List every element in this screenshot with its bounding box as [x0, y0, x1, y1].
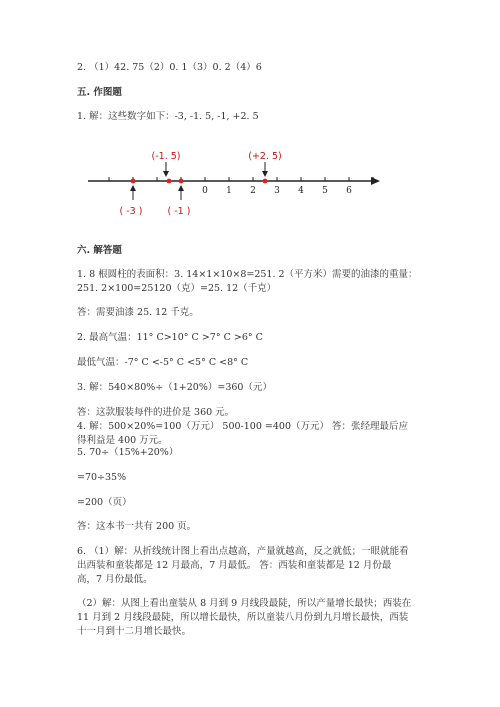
label-minus-1: ( -1 ) [167, 206, 191, 217]
answer-text: =70÷35% [77, 472, 127, 483]
section-title-5: 五. 作图题 [77, 87, 122, 98]
tick-label-3: 3 [274, 186, 280, 196]
answer-text: 最低气温：-7° C <-5° C <5° C <8° C [77, 357, 249, 368]
point-minus-3 [131, 179, 136, 184]
tick-label-5: 5 [322, 186, 328, 196]
answer-text: 出西装和童装都是 12 月最高，7 月最低。 答：西装和童装都是 12 月份最 [77, 560, 392, 571]
label-plus-2-5: (+2. 5) [248, 151, 282, 162]
answer-text: 得利益是 400 万元。 [77, 435, 168, 446]
tick-label-0: 0 [202, 186, 208, 196]
tick-label-2: 2 [250, 186, 256, 196]
answer-text: 答：这款服装每件的进价是 360 元。 [77, 407, 235, 418]
point-minus-1 [179, 179, 184, 184]
point-minus-1-5 [167, 179, 172, 184]
answer-text: 3. 解：540×80%÷（1+20%）=360（元） [77, 382, 272, 393]
section-title-6: 六. 解答题 [77, 245, 122, 256]
answer-text: 5. 70÷（15%+20%） [77, 447, 179, 458]
answer-text: 1. 8 根圆柱的表面积：3. 14×1×10×8=251. 2（平方米）需要的油漆的重量： [77, 269, 418, 280]
axis-arrow [371, 177, 380, 185]
answer-text: 答：需要油漆 25. 12 千克。 [77, 307, 199, 318]
label-minus-3: ( -3 ) [119, 206, 143, 217]
answer-text: 2. 最高气温：11° C>10° C >7° C >6° C [77, 332, 263, 343]
answer-text: 11 月到 2 月线段最陡，所以增长最快，所以童装八月份到九月增长最快，西装 [77, 612, 409, 623]
point-plus-2-5 [263, 179, 268, 184]
answer-text: 答：这本书一共有 200 页。 [77, 521, 197, 532]
answer-text: 高，7 月份最低。 [77, 574, 153, 585]
answer-text: =200（页） [77, 497, 132, 508]
tick-label-6: 6 [346, 186, 352, 196]
answer-line-2: 2. （1）42. 75（2）0. 1（3）0. 2（4）6 [77, 62, 262, 73]
answer-number-list: 1. 解：这些数字如下：-3, -1. 5, -1, +2. 5 [77, 111, 259, 122]
tick-label-1: 1 [226, 186, 232, 196]
arrowhead-plus-2-5 [262, 171, 268, 177]
answer-text: 十一月到十二月增长最快。 [77, 626, 192, 637]
tick-label-4: 4 [298, 186, 304, 196]
answer-text: 4. 解：500×20%=100（万元） 500-100 =400（万元） 答：张经理最后应 [77, 421, 409, 432]
arrowhead-minus-1-5 [163, 171, 169, 177]
answer-text: 6. （1）解：从折线统计图上看出点越高，产量就越高，反之就低；一眼就能看 [77, 546, 409, 557]
arrowhead-minus-3 [130, 185, 136, 191]
number-line-figure [80, 143, 390, 225]
arrowhead-minus-1 [178, 185, 184, 191]
answer-text: （2）解：从图上看出童装从 8 月到 9 月线段最陡，所以产量增长最快；西装在 [77, 598, 412, 609]
answer-text: 251. 2×100=25120（克）=25. 12（千克） [77, 283, 277, 294]
label-minus-1-5: (-1. 5) [151, 151, 181, 162]
